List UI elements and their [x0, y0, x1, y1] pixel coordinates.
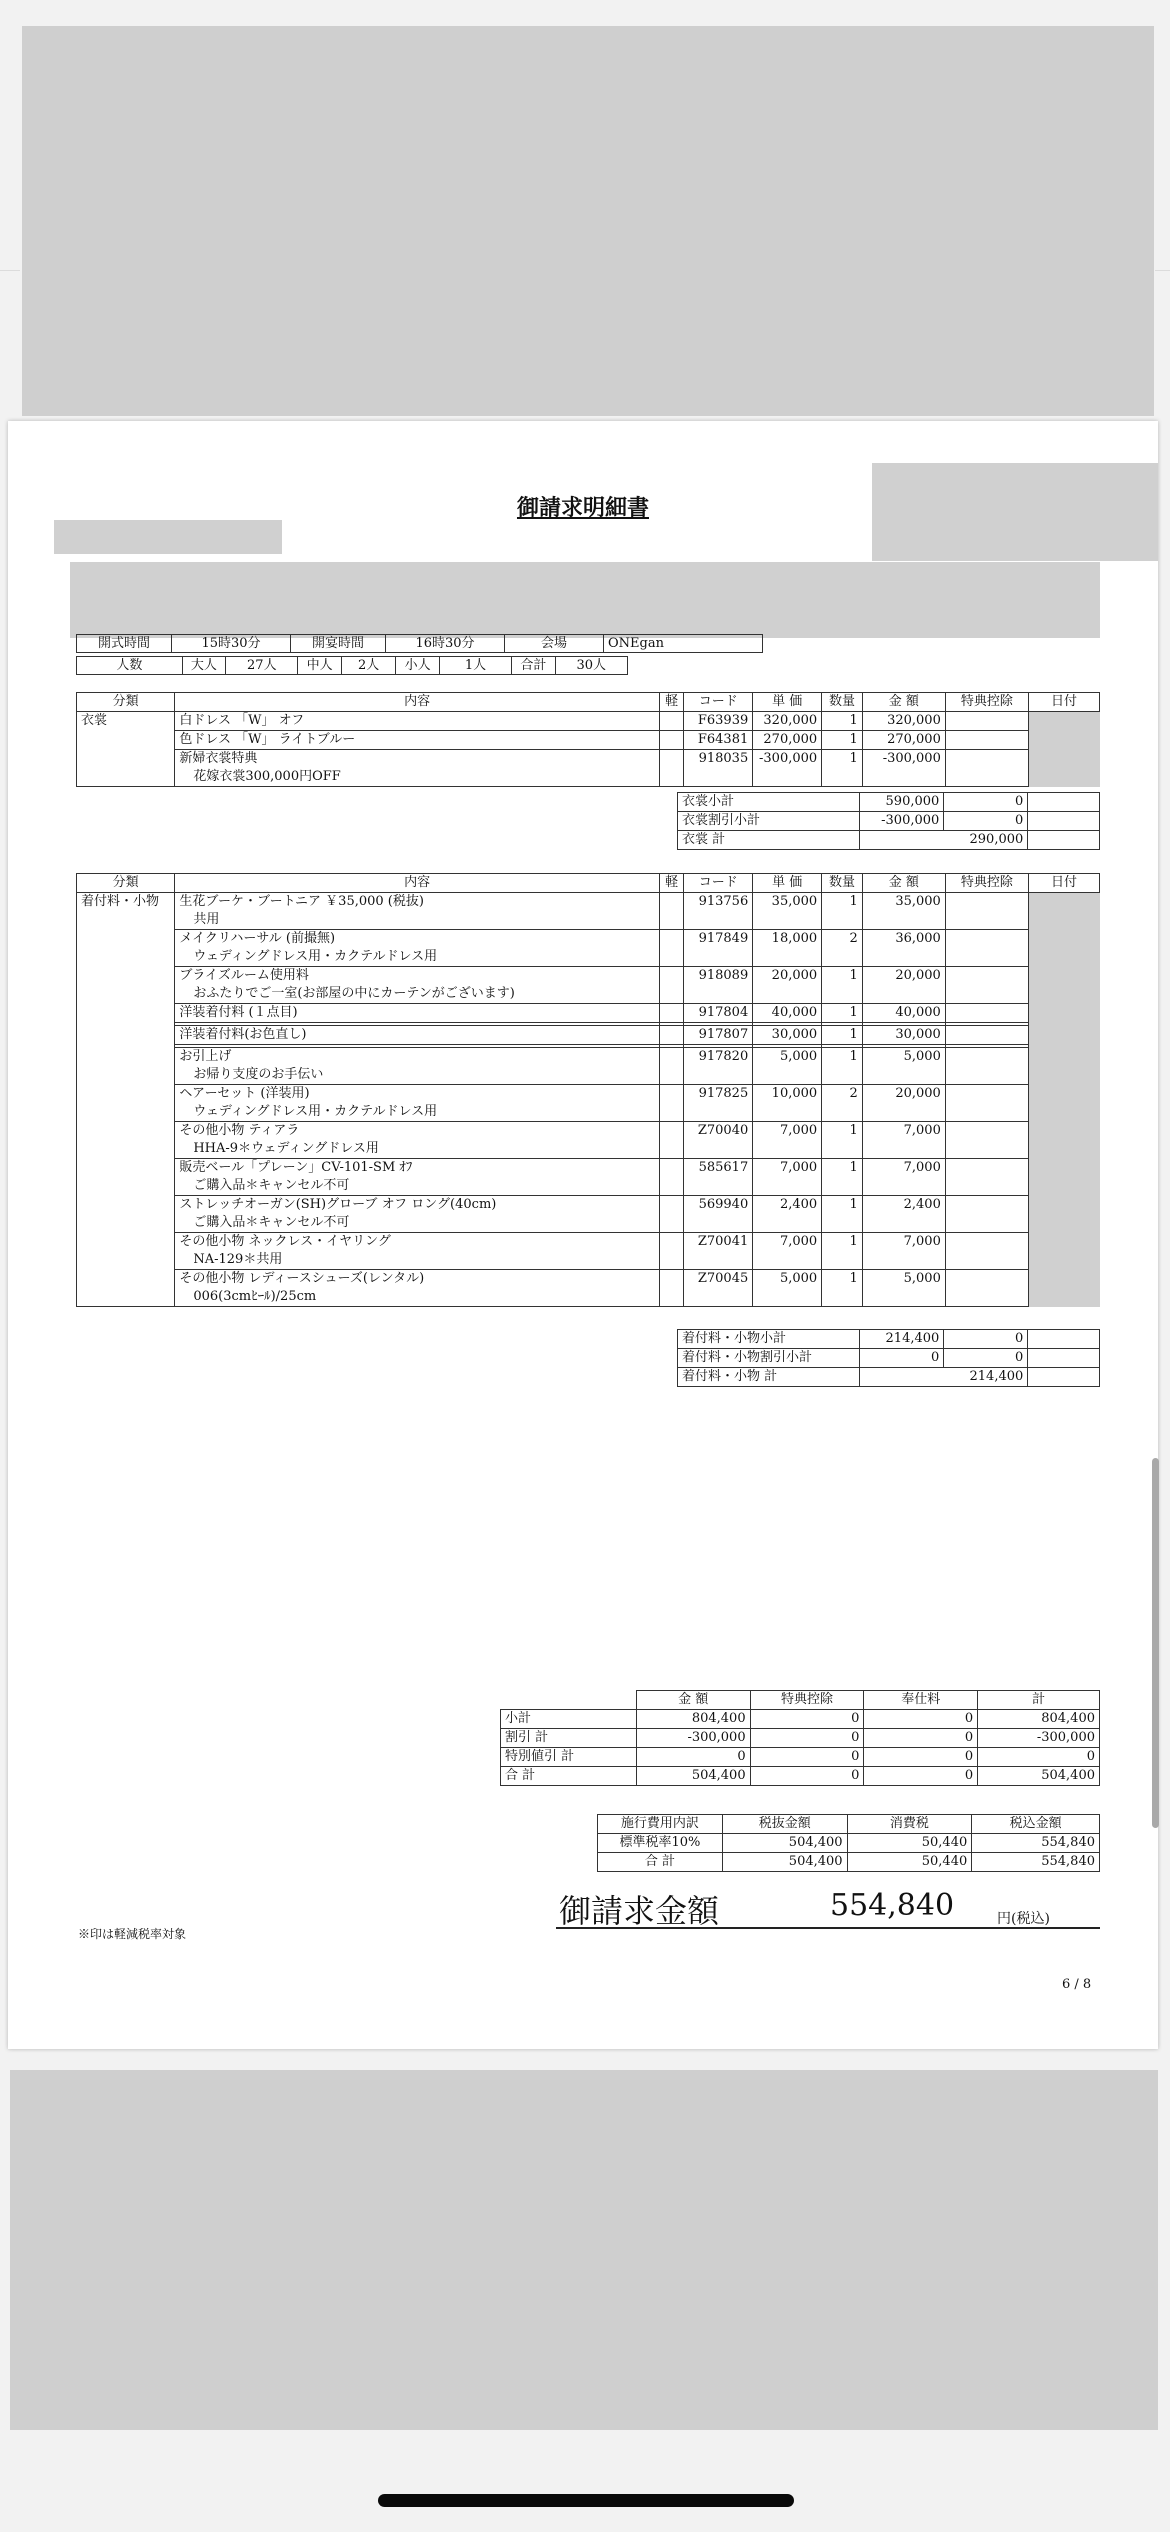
adult-count: 27人 — [226, 657, 298, 675]
header-qty: 数量 — [822, 874, 863, 893]
info-empty — [763, 635, 1100, 653]
header-code: コード — [684, 693, 753, 712]
redacted-date — [1028, 893, 1099, 1307]
header-reduced: 軽 — [659, 693, 683, 712]
item-amount: 20,000 — [862, 967, 945, 986]
item-desc: 洋装着付料 (１点目) — [175, 1004, 660, 1023]
subtotal-label: 衣裳 計 — [678, 831, 860, 850]
summary-row — [501, 1748, 1100, 1767]
item-qty: 1 — [822, 750, 863, 769]
category-costume: 衣裳 — [77, 712, 175, 787]
item-code: 917825 — [684, 1085, 753, 1104]
item-code: F63939 — [684, 712, 753, 731]
summary-label: 合 計 — [501, 1767, 637, 1786]
item-sub: NA-129＊共用 — [175, 1251, 660, 1270]
item-qty: 2 — [822, 1085, 863, 1104]
summary-value: -300,000 — [636, 1729, 750, 1748]
tax-header: 税抜金額 — [722, 1815, 847, 1834]
subtotal-deduct: 0 — [944, 1330, 1028, 1349]
total-guest-label: 合計 — [512, 657, 555, 675]
header-amount: 金 額 — [862, 874, 945, 893]
table-row — [77, 967, 1100, 986]
redacted-next-page — [10, 2070, 1158, 2430]
costume-subtotals — [677, 792, 1100, 850]
item-amount: 2,400 — [862, 1196, 945, 1215]
item-code: 917849 — [684, 930, 753, 949]
item-qty: 1 — [822, 1026, 863, 1045]
item-desc: ヘアーセット (洋装用) — [175, 1085, 660, 1104]
summary-value: -300,000 — [978, 1729, 1100, 1748]
item-amount: 320,000 — [862, 712, 945, 731]
item-sub: お帰り支度のお手伝い — [175, 1066, 660, 1085]
summary-value: 504,400 — [978, 1767, 1100, 1786]
item-price: 20,000 — [753, 967, 822, 986]
header-deduction: 特典控除 — [945, 693, 1028, 712]
item-code: 917804 — [684, 1004, 753, 1023]
subtotal-amount: 0 — [860, 1349, 944, 1368]
tax-row — [598, 1834, 1100, 1853]
info-label-venue: 会場 — [505, 635, 604, 653]
info-ceremony-time: 15時30分 — [172, 635, 291, 653]
table-row — [77, 712, 1100, 731]
tax-value: 50,440 — [847, 1834, 972, 1853]
table-row — [77, 1085, 1100, 1104]
item-price: 40,000 — [753, 1004, 822, 1023]
item-qty: 1 — [822, 731, 863, 750]
page-edge-left — [0, 270, 20, 271]
summary-value: 0 — [978, 1748, 1100, 1767]
item-code: Z70041 — [684, 1233, 753, 1252]
item-desc: 洋装着付料(お色直し) — [175, 1026, 660, 1045]
info-venue: ONEgan — [604, 635, 763, 653]
item-desc: 生花ブーケ・ブートニア ￥35,000 (税抜) — [175, 893, 660, 912]
table-row — [77, 1159, 1100, 1178]
table-row — [77, 750, 1100, 769]
item-price: 7,000 — [753, 1233, 822, 1252]
item-code: 913756 — [684, 893, 753, 912]
item-qty: 1 — [822, 1233, 863, 1252]
item-qty: 1 — [822, 1004, 863, 1023]
item-desc: 新婦衣裳特典 — [175, 750, 660, 769]
subtotal-deduct: 0 — [944, 793, 1028, 812]
child-label: 小人 — [396, 657, 439, 675]
item-price: 270,000 — [753, 731, 822, 750]
item-amount: 7,000 — [862, 1122, 945, 1141]
redacted-date — [1028, 712, 1099, 787]
item-amount: -300,000 — [862, 750, 945, 769]
subtotal-label: 衣裳割引小計 — [678, 812, 860, 831]
scrollbar[interactable] — [1152, 1458, 1159, 1828]
item-qty: 1 — [822, 893, 863, 912]
item-qty: 1 — [822, 967, 863, 986]
item-amount: 5,000 — [862, 1270, 945, 1289]
item-code: Z70045 — [684, 1270, 753, 1289]
guest-label: 人数 — [77, 657, 183, 675]
table-row — [77, 1177, 1100, 1196]
home-indicator[interactable] — [378, 2494, 794, 2507]
table-row — [77, 1026, 1100, 1045]
summary-table — [500, 1690, 1100, 1786]
tax-header: 税込金額 — [972, 1815, 1100, 1834]
item-code: 585617 — [684, 1159, 753, 1178]
tax-value: 554,840 — [972, 1853, 1100, 1872]
tax-row — [598, 1853, 1100, 1872]
item-code: F64381 — [684, 731, 753, 750]
table-row — [77, 1270, 1100, 1289]
summary-value: 0 — [864, 1729, 978, 1748]
subtotal-label: 着付料・小物小計 — [678, 1330, 860, 1349]
item-desc: その他小物 ティアラ — [175, 1122, 660, 1141]
middle-label: 中人 — [298, 657, 341, 675]
header-date: 日付 — [1028, 693, 1099, 712]
item-price: 320,000 — [753, 712, 822, 731]
item-price: 18,000 — [753, 930, 822, 949]
tax-label: 合 計 — [598, 1853, 723, 1872]
table-row — [77, 1066, 1100, 1085]
item-code: 918089 — [684, 967, 753, 986]
item-sub: HHA-9＊ウェディングドレス用 — [175, 1140, 660, 1159]
table-row — [77, 1103, 1100, 1122]
subtotal-amount: -300,000 — [860, 812, 944, 831]
total-unit: 円(税込) — [997, 1911, 1050, 1927]
item-qty: 1 — [822, 1122, 863, 1141]
total-label: 御請求金額 — [559, 1892, 720, 1930]
item-desc: その他小物 ネックレス・イヤリング — [175, 1233, 660, 1252]
summary-value: 804,400 — [636, 1710, 750, 1729]
info-label-ceremony-time: 開式時間 — [77, 635, 172, 653]
summary-label: 割引 計 — [501, 1729, 637, 1748]
invoice-page — [8, 421, 1158, 2049]
item-price: 7,000 — [753, 1159, 822, 1178]
subtotal-label: 着付料・小物割引小計 — [678, 1349, 860, 1368]
item-amount: 40,000 — [862, 1004, 945, 1023]
tax-value: 50,440 — [847, 1853, 972, 1872]
item-amount: 30,000 — [862, 1026, 945, 1045]
accessories-table — [76, 873, 1100, 1307]
summary-value: 0 — [750, 1729, 864, 1748]
table-row — [77, 948, 1100, 967]
subtotal-label: 衣裳小計 — [678, 793, 860, 812]
item-amount: 7,000 — [862, 1159, 945, 1178]
item-price: 7,000 — [753, 1122, 822, 1141]
header-deduction: 特典控除 — [945, 874, 1028, 893]
summary-value: 0 — [864, 1748, 978, 1767]
summary-header: 計 — [978, 1691, 1100, 1710]
item-qty: 1 — [822, 1196, 863, 1215]
item-price: 2,400 — [753, 1196, 822, 1215]
item-sub: ご購入品＊キャンセル不可 — [175, 1214, 660, 1233]
info-label-reception-time: 開宴時間 — [291, 635, 386, 653]
summary-value: 0 — [636, 1748, 750, 1767]
table-row — [77, 1196, 1100, 1215]
item-price: -300,000 — [753, 750, 822, 769]
subtotal-amount: 214,400 — [860, 1330, 944, 1349]
item-code: Z70040 — [684, 1122, 753, 1141]
redacted-header-info — [70, 562, 1100, 638]
item-sub: おふたりでご一室(お部屋の中にカーテンがございます) — [175, 985, 660, 1004]
tax-label: 標準税率10% — [598, 1834, 723, 1853]
table-row — [77, 1214, 1100, 1233]
item-price: 30,000 — [753, 1026, 822, 1045]
header-amount: 金 額 — [862, 693, 945, 712]
redacted-customer — [54, 520, 282, 554]
table-row — [77, 1122, 1100, 1141]
page-edge-right — [1155, 270, 1170, 271]
item-amount: 36,000 — [862, 930, 945, 949]
table-row — [77, 1233, 1100, 1252]
item-sub: ウェディングドレス用・カクテルドレス用 — [175, 1103, 660, 1122]
item-sub: ウェディングドレス用・カクテルドレス用 — [175, 948, 660, 967]
redacted-previous-page — [22, 26, 1154, 416]
item-desc: ブライズルーム使用料 — [175, 967, 660, 986]
item-amount: 35,000 — [862, 893, 945, 912]
subtotal-total: 214,400 — [860, 1368, 1028, 1387]
table-row — [77, 768, 1100, 787]
item-price: 10,000 — [753, 1085, 822, 1104]
item-amount: 270,000 — [862, 731, 945, 750]
item-code: 918035 — [684, 750, 753, 769]
table-row — [77, 911, 1100, 930]
summary-value: 0 — [864, 1767, 978, 1786]
info-reception-time: 16時30分 — [386, 635, 505, 653]
item-qty: 1 — [822, 712, 863, 731]
tax-table — [597, 1814, 1100, 1872]
item-desc: お引上げ — [175, 1048, 660, 1067]
item-sub: 006(3cmﾋｰﾙ)/25cm — [175, 1288, 660, 1307]
item-amount: 5,000 — [862, 1048, 945, 1067]
table-row — [77, 893, 1100, 912]
page-number: 6 / 8 — [1062, 1977, 1092, 1992]
table-row — [77, 731, 1100, 750]
tax-value: 504,400 — [722, 1834, 847, 1853]
middle-count: 2人 — [341, 657, 396, 675]
table-row — [77, 1288, 1100, 1307]
redacted-logo — [872, 463, 1158, 561]
item-desc: 色ドレス 「W」 ライトブルー — [175, 731, 660, 750]
table-row — [77, 1140, 1100, 1159]
item-qty: 2 — [822, 930, 863, 949]
summary-value: 0 — [864, 1710, 978, 1729]
header-content: 内容 — [175, 693, 660, 712]
subtotal-total: 290,000 — [860, 831, 1028, 850]
summary-header: 奉仕料 — [864, 1691, 978, 1710]
summary-value: 0 — [750, 1710, 864, 1729]
tax-value: 554,840 — [972, 1834, 1100, 1853]
summary-value: 504,400 — [636, 1767, 750, 1786]
total-underline — [556, 1927, 1100, 1929]
item-desc: 販売ベール「プレーン」CV-101-SM ｵﾌ — [175, 1159, 660, 1178]
item-amount: 7,000 — [862, 1233, 945, 1252]
table-row — [77, 1048, 1100, 1067]
summary-value: 0 — [750, 1767, 864, 1786]
summary-row — [501, 1767, 1100, 1786]
subtotal-amount: 590,000 — [860, 793, 944, 812]
item-qty: 1 — [822, 1270, 863, 1289]
summary-header: 特典控除 — [750, 1691, 864, 1710]
item-sub: 花嫁衣裳300,000円OFF — [175, 768, 660, 787]
summary-row — [501, 1729, 1100, 1748]
header-category: 分類 — [77, 874, 175, 893]
event-info-table — [76, 634, 1099, 653]
item-qty: 1 — [822, 1048, 863, 1067]
total-guest-count: 30人 — [555, 657, 627, 675]
item-code: 569940 — [684, 1196, 753, 1215]
total-value: 554,840 — [830, 1888, 955, 1923]
subtotal-label: 着付料・小物 計 — [678, 1368, 860, 1387]
header-price: 単 価 — [753, 693, 822, 712]
item-desc: その他小物 レディースシューズ(レンタル) — [175, 1270, 660, 1289]
table-row — [77, 930, 1100, 949]
header-code: コード — [684, 874, 753, 893]
header-qty: 数量 — [822, 693, 863, 712]
item-desc: ストレッチオーガン(SH)グローブ オフ ロング(40cm) — [175, 1196, 660, 1215]
header-price: 単 価 — [753, 874, 822, 893]
item-code: 917820 — [684, 1048, 753, 1067]
tax-header: 施行費用内訳 — [598, 1815, 723, 1834]
item-price: 5,000 — [753, 1270, 822, 1289]
summary-value: 804,400 — [978, 1710, 1100, 1729]
child-count: 1人 — [439, 657, 511, 675]
footnote: ※印は軽減税率対象 — [78, 1927, 187, 1941]
tax-header: 消費税 — [847, 1815, 972, 1834]
summary-header: 金 額 — [636, 1691, 750, 1710]
item-sub: 共用 — [175, 911, 660, 930]
header-date: 日付 — [1028, 874, 1099, 893]
subtotal-deduct: 0 — [944, 812, 1028, 831]
table-row — [77, 985, 1100, 1004]
category-accessories: 着付料・小物 — [77, 893, 175, 1307]
item-desc: 白ドレス 「W」 オフ — [175, 712, 660, 731]
item-price: 5,000 — [753, 1048, 822, 1067]
adult-label: 大人 — [182, 657, 225, 675]
summary-label: 特別値引 計 — [501, 1748, 637, 1767]
item-desc: メイクリハーサル (前撮無) — [175, 930, 660, 949]
table-row — [77, 1251, 1100, 1270]
summary-value: 0 — [750, 1748, 864, 1767]
guest-count-table — [76, 656, 628, 675]
accessories-subtotals — [677, 1329, 1100, 1387]
item-qty: 1 — [822, 1159, 863, 1178]
item-price: 35,000 — [753, 893, 822, 912]
summary-label: 小計 — [501, 1710, 637, 1729]
item-code: 917807 — [684, 1026, 753, 1045]
header-content: 内容 — [175, 874, 660, 893]
summary-row — [501, 1710, 1100, 1729]
table-row — [77, 1004, 1100, 1023]
header-reduced: 軽 — [659, 874, 683, 893]
item-amount: 20,000 — [862, 1085, 945, 1104]
subtotal-deduct: 0 — [944, 1349, 1028, 1368]
tax-value: 504,400 — [722, 1853, 847, 1872]
header-category: 分類 — [77, 693, 175, 712]
item-sub: ご購入品＊キャンセル不可 — [175, 1177, 660, 1196]
costume-table — [76, 692, 1100, 787]
doc-title: 御請求明細書 — [516, 495, 649, 521]
